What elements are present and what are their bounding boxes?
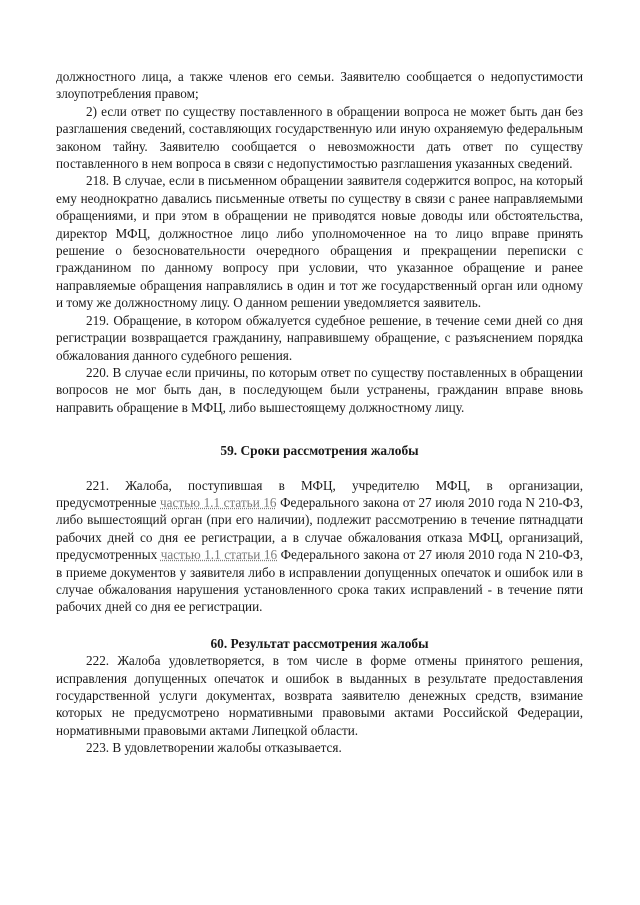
paragraph-223: 223. В удовлетворении жалобы отказывается. — [86, 740, 342, 756]
paragraph-218: 218. В случае, если в письменном обращении заявителя содержится вопрос, на который ему неоднократно давались письменные ответы по существу в связи с ранее направляемыми обращениями, и при этом в обращении не приводятся новые доводы или обстоятельства, директор МФЦ, должностное лицо либо уполномоченное на то лицо вправе принять решение о безосновательности очередного обращения и прекращении переписки с гражданином по данному вопросу при условии, что указанное обращение и ранее направляемые обращения направлялись в один и тот же государственный орган или одному и тому же должностному лицу. О данном решении уведомляется заявитель. — [56, 173, 583, 311]
paragraph-221-text-c: Федерального закона от 27 июля 2010 года N 210-ФЗ, в приеме документов у заявителя либо в исправлении допущенных опечаток и ошибок или в случае обжалования нарушения установленного срока таких исправлений - в течение пяти рабочих дней со дня ее регистрации. — [56, 547, 584, 615]
paragraph-220: 220. В случае если причины, по которым ответ по существу поставленных в обращении вопросов не мог быть дан, в последующем были устранены, гражданин вправе вновь направить обращение в МФЦ, либо вышестоящему должностному лицу. — [56, 364, 583, 415]
paragraph-item-2: 2) если ответ по существу поставленного в обращении вопроса не может быть дан без разглашения сведений, составляющих государственную или иную охраняемую федеральным законом тайну. Заявителю сообщается о невозможности дать ответ по существу поставленного в нем вопроса в связи с недопустимостью разглашения указанных сведений. — [56, 103, 583, 172]
paragraph-221-text-a: 221. Жалоба, поступившая в МФЦ, учредителю МФЦ, в организации, предусмотренные — [56, 477, 583, 510]
paragraph-222: 222. Жалоба удовлетворяется, в том числе в форме отмены принятого решения, исправления допущенных опечаток и ошибок в выданных в результате предоставления государственной услуги документах, возврата заявителю денежных средств, взимание которых не предусмотрено нормативными правовыми актами Российской Федерации, нормативными правовыми актами Липецкой области. — [56, 653, 583, 738]
paragraph-221-text-b: Федерального закона от 27 июля 2010 года N 210-ФЗ, либо вышестоящий орган (при его наличии), подлежит рассмотрению в течение пятнадцати рабочих дней со дня ее регистрации, а в случае обжалования отказа МФЦ, организаций, предусмотренных — [56, 494, 584, 563]
law-reference-link-1[interactable]: частью 1.1 статьи 16 — [160, 494, 277, 510]
section-59-heading: 59. Сроки рассмотрения жалобы — [220, 443, 419, 459]
paragraph-219: 219. Обращение, в котором обжалуется судебное решение, в течение семи дней со дня регистрации возвращается гражданину, направившему обращение, с разъяснением порядка обжалования данного судебного решения. — [56, 312, 583, 363]
paragraph-221 — [56, 477, 583, 616]
section-60-heading: 60. Результат рассмотрения жалобы — [210, 635, 429, 651]
law-reference-link-2[interactable]: частью 1.1 статьи 16 — [160, 547, 278, 563]
paragraph-continuation: должностного лица, а также членов его семьи. Заявителю сообщается о недопустимости злоупотребления правом; — [56, 69, 583, 102]
